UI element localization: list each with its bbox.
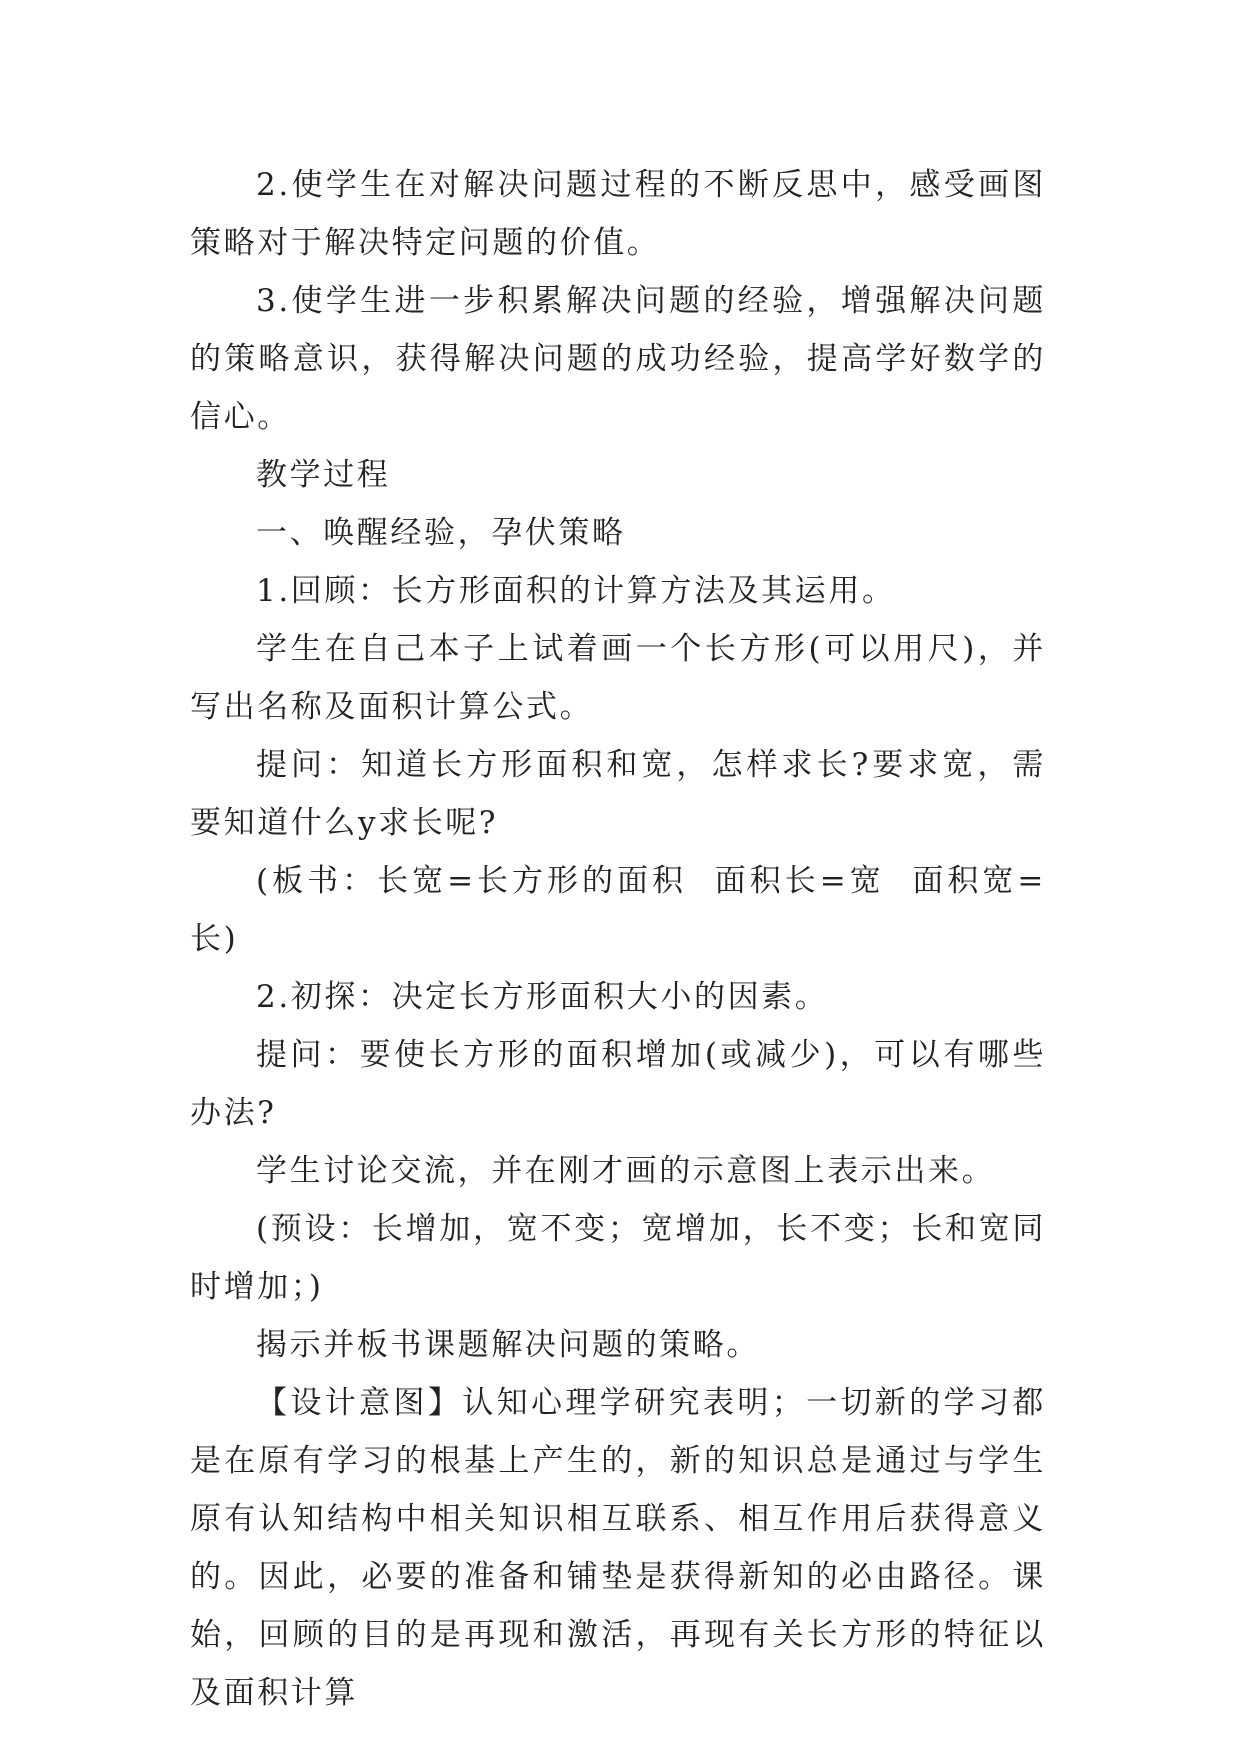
section-heading-teaching-process: 教学过程 xyxy=(256,457,391,493)
paragraph-design-intent: 【设计意图】认知心理学研究表明；一切新的学习都是在原有学习的根基上产生的，新的知识总是通过与学生原有认知结构中相关知识相互联系、相互作用后获得意义的。因此，必要的准备和铺垫是获得新知的必由路径。课始，回顾的目的是再现和激活，再现有关长方形的特征以及面积计算 xyxy=(190,1385,1046,1711)
paragraph-review: 1.回顾：长方形面积的计算方法及其运用。 xyxy=(256,573,896,609)
paragraph-reveal-topic: 揭示并板书课题解决问题的策略。 xyxy=(256,1327,760,1363)
paragraph-objective-2: 2.使学生在对解决问题过程的不断反思中，感受画图策略对于解决特定问题的价值。 xyxy=(190,167,1046,261)
paragraph-question-length: 提问：知道长方形面积和宽，怎样求长?要求宽，需要知道什么y求长呢? xyxy=(190,747,1046,841)
paragraph-question-increase: 提问：要使长方形的面积增加(或减少)，可以有哪些办法? xyxy=(190,1037,1046,1131)
paragraph-objective-3: 3.使学生进一步积累解决问题的经验，增强解决问题的策略意识，获得解决问题的成功经验，提高学好数学的信心。 xyxy=(190,283,1046,435)
paragraph-draw-rectangle: 学生在自己本子上试着画一个长方形(可以用尺)，并写出名称及面积计算公式。 xyxy=(190,631,1046,725)
paragraph-board-formula: (板书：长宽=长方形的面积 面积长=宽 面积宽=长) xyxy=(190,863,1046,957)
paragraph-explore-factors: 2.初探：决定长方形面积大小的因素。 xyxy=(256,979,829,1015)
paragraph-discussion: 学生讨论交流，并在刚才画的示意图上表示出来。 xyxy=(256,1153,996,1189)
section-heading-part-1: 一、唤醒经验，孕伏策略 xyxy=(256,515,626,551)
paragraph-preset: (预设：长增加，宽不变；宽增加，长不变；长和宽同时增加；) xyxy=(190,1211,1046,1305)
document-body xyxy=(190,156,1046,1722)
